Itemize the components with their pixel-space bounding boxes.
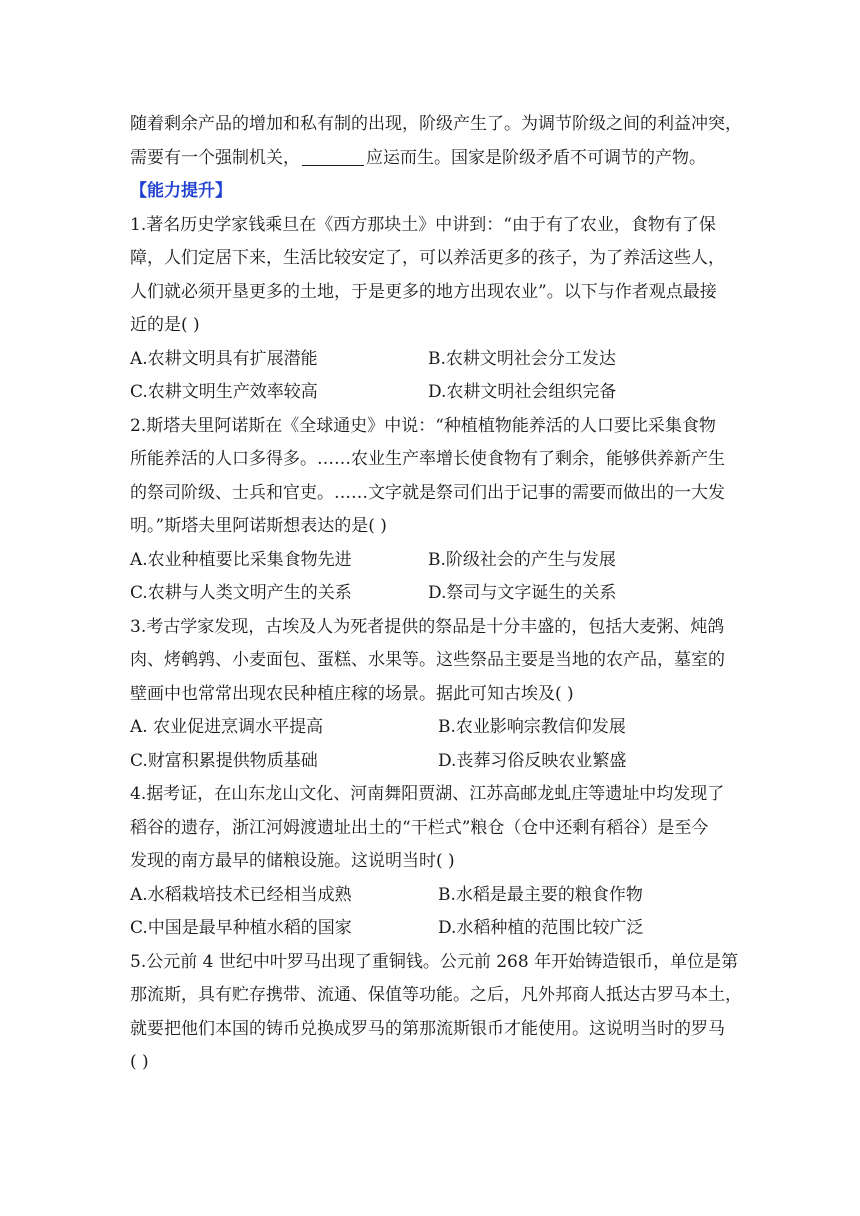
- section-title: 【能力提升】: [130, 181, 232, 201]
- question-stem-line: 明。”斯塔夫里阿诺斯想表达的是( ): [130, 516, 387, 536]
- option-d[interactable]: D.丧葬习俗反映农业繁盛: [438, 750, 627, 771]
- option-b[interactable]: B.阶级社会的产生与发展: [428, 549, 616, 570]
- question-list: [130, 209, 742, 1080]
- option-d[interactable]: D.农耕文明社会组织完备: [428, 382, 617, 402]
- question-stem-line: 5.公元前 4 世纪中叶罗马出现了重铜钱。公元前 268 年开始铸造银币，单位是第: [130, 951, 739, 972]
- intro-line-1: 随着剩余产品的增加和私有制的出现，阶级产生了。为调节阶级之间的利益冲突，: [130, 114, 742, 134]
- option-row: [130, 376, 730, 410]
- option-row: [130, 912, 730, 946]
- question-stem-line: 肉、烤鹌鹑、小麦面包、蛋糕、水果等。这些祭品主要是当地的农产品，墓室的: [130, 650, 725, 670]
- option-c[interactable]: C.农耕与人类文明产生的关系: [130, 583, 352, 603]
- question-stem-line: 3.考古学家发现，古埃及人为死者提供的祭品是十分丰盛的，包括大麦粥、炖鸽: [130, 616, 725, 637]
- question-stem-line: 壁画中也常常出现农民种植庄稼的场景。据此可知古埃及( ): [130, 683, 574, 704]
- option-c[interactable]: C.财富积累提供物质基础: [130, 750, 318, 771]
- option-c[interactable]: C.农耕文明生产效率较高: [130, 382, 318, 402]
- option-row: [130, 343, 730, 377]
- question-stem-line: 稻谷的遗存，浙江河姆渡遗址出土的“干栏式”粮仓（仓中还剩有稻谷）是至今: [130, 817, 709, 838]
- question-stem-line: 4.据考证，在山东龙山文化、河南舞阳贾湖、江苏高邮龙虬庄等遗址中均发现了: [130, 784, 725, 804]
- intro-text-before-blank: 需要有一个强制机关，: [130, 147, 300, 168]
- question-2: [130, 410, 730, 611]
- question-stem-line: 障，人们定居下来，生活比较安定了，可以养活更多的孩子，为了养活这些人，: [130, 248, 725, 268]
- question-1: [130, 209, 730, 410]
- option-c[interactable]: C.中国是最早种植水稻的国家: [130, 918, 352, 938]
- question-stem-line: 人们就必须开垦更多的土地，于是更多的地方出现农业”。以下与作者观点最接: [130, 281, 717, 302]
- question-stem-line: 近的是( ): [130, 315, 200, 335]
- question-stem-line: 的祭司阶级、士兵和官吏。……文字就是祭司们出于记事的需要而做出的一大发: [130, 482, 725, 503]
- question-stem-line: 2.斯塔夫里阿诺斯在《全球通史》中说：“种植植物能养活的人口要比采集食物: [130, 415, 716, 436]
- option-d[interactable]: D.祭司与文字诞生的关系: [428, 583, 617, 603]
- option-row: [130, 711, 730, 745]
- intro-text-after-blank: 应运而生。国家是阶级矛盾不可调节的产物。: [366, 147, 706, 168]
- option-row: [130, 577, 730, 611]
- option-d[interactable]: D.水稻种植的范围比较广泛: [438, 918, 644, 938]
- question-stem-line: 那流斯，具有贮存携带、流通、保值等功能。之后，凡外邦商人抵达古罗马本土，: [130, 985, 742, 1005]
- question-stem-line: ( ): [130, 1052, 149, 1072]
- question-stem-line: 发现的南方最早的储粮设施。这说明当时( ): [130, 851, 455, 871]
- question-stem-line: 所能养活的人口多得多。……农业生产率增长使食物有了剩余，能够供养新产生: [130, 449, 725, 469]
- fill-in-blank: [302, 147, 364, 166]
- document-page: [130, 108, 742, 1080]
- option-a[interactable]: A. 农业促进烹调水平提高: [130, 717, 324, 737]
- question-3: [130, 611, 730, 779]
- option-a[interactable]: A.水稻栽培技术已经相当成熟: [130, 884, 352, 905]
- option-row: [130, 879, 730, 913]
- question-stem-line: 1.著名历史学家钱乘旦在《西方那块土》中讲到：“由于有了农业，食物有了保: [130, 214, 716, 235]
- option-b[interactable]: B.农耕文明社会分工发达: [428, 348, 616, 369]
- intro-line-2: [130, 142, 730, 176]
- question-stem-line: 就要把他们本国的铸币兑换成罗马的第那流斯银币才能使用。这说明当时的罗马: [130, 1018, 725, 1039]
- option-b[interactable]: B.水稻是最主要的粮食作物: [438, 884, 643, 905]
- question-4: [130, 778, 730, 946]
- question-5: [130, 946, 742, 1080]
- option-a[interactable]: A.农业种植要比采集食物先进: [130, 549, 352, 570]
- option-row: [130, 745, 730, 779]
- option-b[interactable]: B.农业影响宗教信仰发展: [438, 717, 626, 737]
- option-row: [130, 544, 730, 578]
- option-a[interactable]: A.农耕文明具有扩展潜能: [130, 348, 318, 369]
